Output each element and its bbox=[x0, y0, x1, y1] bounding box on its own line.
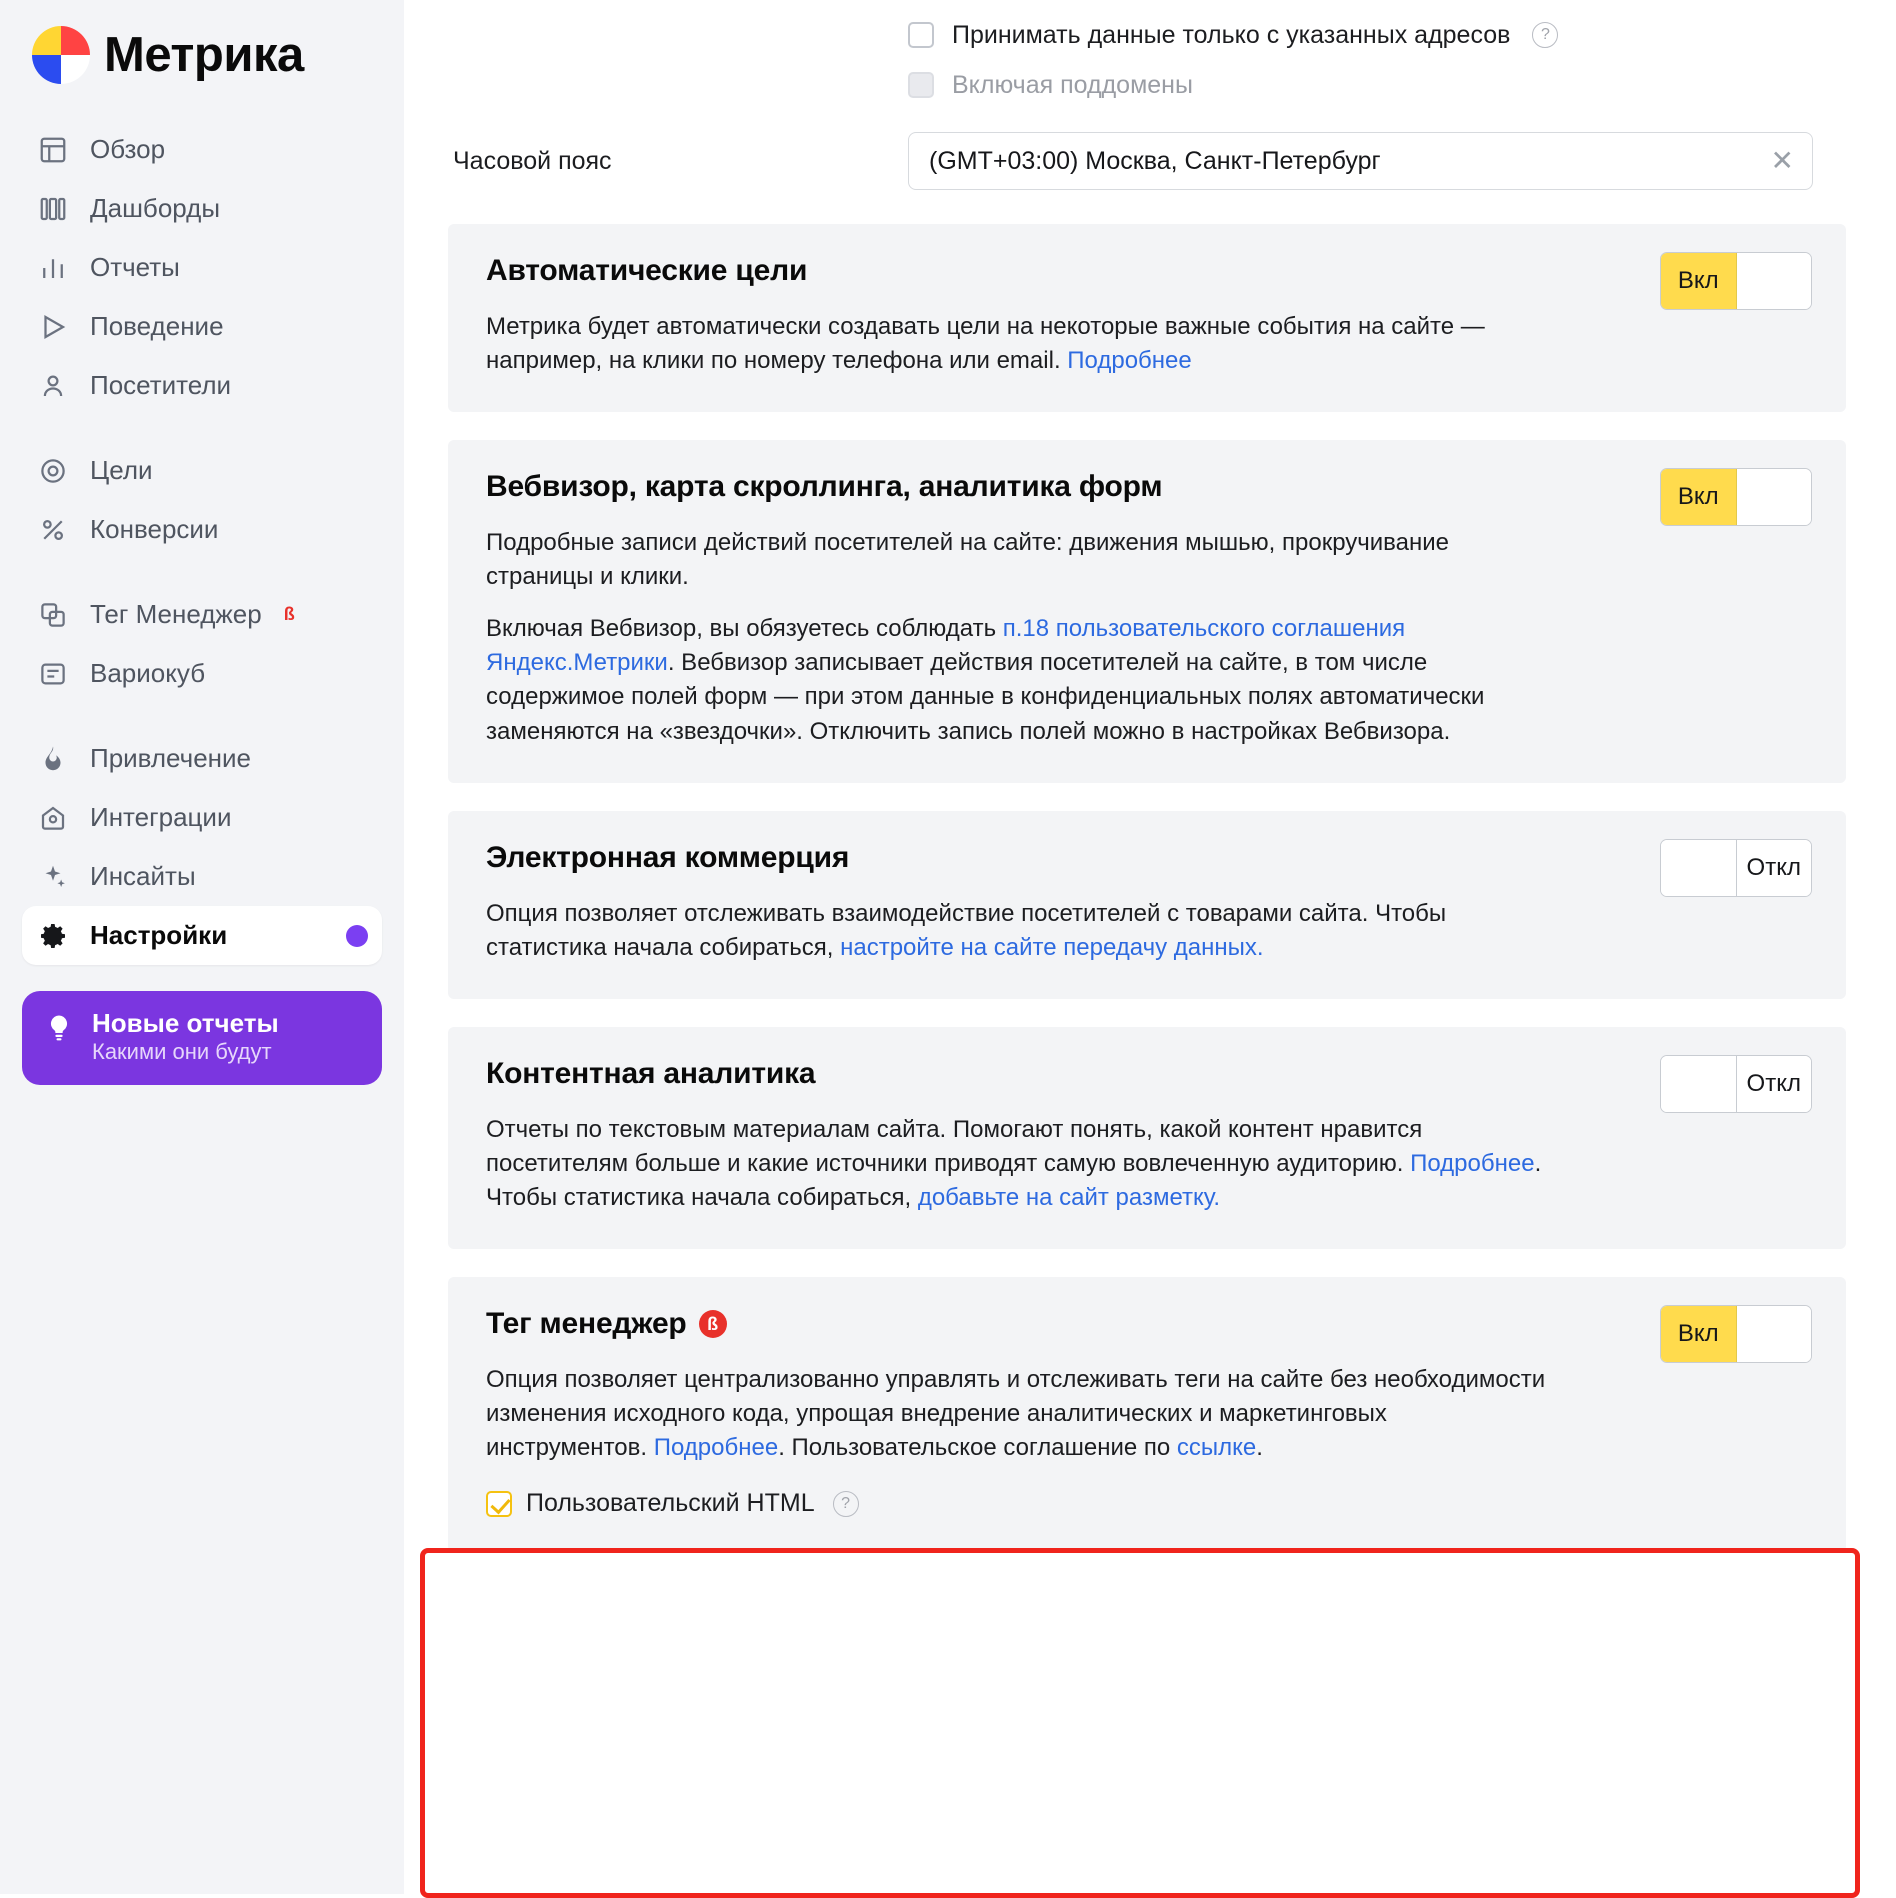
link-more[interactable]: Подробнее bbox=[1410, 1149, 1535, 1177]
nav-group-goals bbox=[22, 441, 382, 559]
card-title: Вебвизор, карта скроллинга, аналитика форм bbox=[486, 470, 1163, 504]
card-text: Опция позволяет отслеживать взаимодействие посетителей с товарами сайта. Чтобы статистика начала собираться, bbox=[486, 899, 1447, 961]
metrika-logo-icon bbox=[32, 26, 90, 84]
checkbox-custom-html[interactable] bbox=[486, 1491, 512, 1517]
card-text: Отчеты по текстовым материалам сайта. Помогают понять, какой контент нравится посетителям больше и какие источники приводят самую вовлеченную аудиторию. bbox=[486, 1115, 1423, 1177]
checkbox-allowed-addresses[interactable] bbox=[908, 22, 934, 48]
bulb-icon bbox=[42, 1011, 76, 1045]
gear-icon bbox=[36, 919, 70, 953]
link-setup-data-transfer[interactable]: настройте на сайте передачу данных. bbox=[840, 933, 1264, 961]
link-more[interactable]: Подробнее bbox=[1067, 347, 1192, 375]
timezone-row bbox=[448, 132, 1846, 190]
settings-content bbox=[404, 0, 1896, 1894]
checkbox-label: Включая поддомены bbox=[952, 70, 1193, 99]
card-text: Метрика будет автоматически создавать цели на некоторые важные события на сайте — например, на клики по номеру телефона или email. bbox=[486, 313, 1485, 375]
card-title bbox=[486, 1307, 1812, 1341]
card-text: . Чтобы статистика начала собираться, bbox=[486, 1149, 1542, 1211]
timezone-select[interactable] bbox=[908, 132, 1813, 190]
card-description bbox=[486, 1113, 1546, 1215]
target-icon bbox=[36, 454, 70, 488]
toggle-label: Вкл bbox=[1661, 1306, 1736, 1362]
user-icon bbox=[36, 369, 70, 403]
checkbox-row-allowed-addresses[interactable] bbox=[448, 10, 1846, 60]
link-more[interactable]: Подробнее bbox=[653, 1434, 779, 1462]
link-user-agreement[interactable]: п.18 пользовательского соглашения Яндекс.Метрики bbox=[486, 615, 1406, 677]
card-title: Автоматические цели bbox=[486, 254, 808, 287]
card-text: Подробные записи действий посетителей на сайте: движения мышью, прокручивание страницы и клики. bbox=[486, 529, 1450, 591]
toggle-knob bbox=[1736, 253, 1812, 309]
sidebar-item-goals[interactable] bbox=[22, 441, 382, 500]
promo-new-reports[interactable] bbox=[22, 991, 382, 1085]
toggle-auto-goals[interactable] bbox=[1660, 252, 1812, 310]
link-agreement[interactable]: ссылке bbox=[1176, 1434, 1257, 1462]
sidebar-item-label: Поведение bbox=[90, 311, 224, 341]
sidebar-item-conversions[interactable] bbox=[22, 500, 382, 559]
sidebar-item-behavior[interactable] bbox=[22, 297, 382, 356]
sidebar-item-label: Обзор bbox=[90, 134, 166, 164]
sidebar-item-reports[interactable] bbox=[22, 238, 382, 297]
reports-icon bbox=[36, 251, 70, 285]
close-icon[interactable]: ✕ bbox=[1770, 145, 1794, 176]
sidebar bbox=[0, 0, 404, 1894]
toggle-label: Вкл bbox=[1661, 469, 1736, 525]
checkbox-label: Принимать данные только с указанных адресов bbox=[952, 20, 1511, 49]
promo-subtitle: Какими они будут bbox=[92, 1038, 272, 1064]
card-description bbox=[486, 310, 1546, 378]
timezone-value: (GMT+03:00) Москва, Санкт-Петербург bbox=[929, 146, 1381, 175]
toggle-ecommerce[interactable] bbox=[1660, 839, 1812, 897]
sidebar-item-label: Интеграции bbox=[90, 802, 232, 832]
sparkles-icon bbox=[36, 860, 70, 894]
card-title: Контентная аналитика bbox=[486, 1056, 816, 1090]
sidebar-item-integrations[interactable] bbox=[22, 788, 382, 847]
card-title: Электронная коммерция bbox=[486, 840, 850, 874]
settings-notification-dot bbox=[346, 925, 368, 947]
fire-icon bbox=[36, 742, 70, 776]
grid-icon bbox=[36, 133, 70, 167]
card-text: Опция позволяет централизованно управлять и отслеживать теги на сайте без необходимости изменения исходного кода, упрощая внедрение аналитических и маркетинговых инструментов. bbox=[486, 1366, 1546, 1462]
card-tag-manager bbox=[448, 1277, 1846, 1552]
card-text: . bbox=[1256, 1434, 1263, 1462]
toggle-knob bbox=[1661, 840, 1737, 896]
settings-cards bbox=[448, 224, 1846, 1552]
sidebar-item-label: Тег Менеджер bbox=[90, 599, 262, 629]
variocube-icon bbox=[36, 657, 70, 691]
nav-group-tools bbox=[22, 585, 382, 703]
card-text: . Пользовательское соглашение по bbox=[778, 1434, 1177, 1462]
help-icon[interactable]: ? bbox=[833, 1491, 859, 1517]
sidebar-item-dashboards[interactable] bbox=[22, 179, 382, 238]
toggle-knob bbox=[1736, 1306, 1812, 1362]
timezone-label: Часовой пояс bbox=[453, 146, 612, 175]
logo-text: Метрика bbox=[104, 28, 304, 82]
sidebar-item-acquisition[interactable] bbox=[22, 729, 382, 788]
beta-badge-icon: ß bbox=[699, 1310, 727, 1338]
sidebar-item-label: Настройки bbox=[90, 920, 228, 950]
checkbox-row-custom-html[interactable] bbox=[486, 1489, 1812, 1518]
checkbox-label: Пользовательский HTML bbox=[526, 1489, 815, 1518]
toggle-knob bbox=[1661, 1056, 1737, 1112]
sidebar-item-label: Цели bbox=[90, 455, 153, 485]
nav-group-main bbox=[22, 120, 382, 415]
sidebar-item-label: Инсайты bbox=[90, 861, 196, 891]
help-icon[interactable]: ? bbox=[1532, 22, 1558, 48]
percent-icon bbox=[36, 513, 70, 547]
toggle-label: Вкл bbox=[1661, 253, 1736, 309]
toggle-label: Откл bbox=[1737, 1056, 1812, 1112]
card-description bbox=[486, 897, 1546, 965]
sidebar-item-overview[interactable] bbox=[22, 120, 382, 179]
checkbox-row-subdomains[interactable] bbox=[448, 60, 1846, 110]
sidebar-item-label: Конверсии bbox=[90, 514, 219, 544]
toggle-label: Откл bbox=[1737, 840, 1812, 896]
card-description bbox=[486, 526, 1546, 594]
card-ecommerce bbox=[448, 811, 1846, 999]
toggle-knob bbox=[1736, 469, 1812, 525]
link-add-markup[interactable]: добавьте на сайт разметку. bbox=[917, 1183, 1221, 1211]
sidebar-item-label: Вариокуб bbox=[90, 658, 206, 688]
card-title-text: Тег менеджер bbox=[486, 1307, 687, 1341]
toggle-content-analytics[interactable] bbox=[1660, 1055, 1812, 1113]
card-description-2 bbox=[486, 612, 1546, 748]
dashboards-icon bbox=[36, 192, 70, 226]
sidebar-item-label: Дашборды bbox=[90, 193, 220, 223]
sidebar-item-settings[interactable] bbox=[22, 906, 382, 965]
card-description bbox=[486, 1363, 1546, 1465]
card-text: Включая Вебвизор, вы обязуетесь соблюдать bbox=[486, 615, 1003, 643]
card-content-analytics bbox=[448, 1027, 1846, 1249]
sidebar-item-tag-manager[interactable] bbox=[22, 585, 382, 644]
integrations-icon bbox=[36, 801, 70, 835]
card-text: . Вебвизор записывает действия посетителей на сайте, в том числе содержимое полей форм — при этом данные в конфиденциальных полях автоматически заменяются на «звездочки». Отключить запись полей можно в настройках Вебвизора. bbox=[486, 649, 1485, 745]
top-checkbox-group bbox=[448, 0, 1846, 110]
toggle-tag-manager[interactable] bbox=[1660, 1305, 1812, 1363]
logo[interactable] bbox=[22, 26, 382, 84]
checkbox-include-subdomains[interactable] bbox=[908, 72, 934, 98]
toggle-webvisor[interactable] bbox=[1660, 468, 1812, 526]
sidebar-item-label: Привлечение bbox=[90, 743, 252, 773]
tag-manager-icon bbox=[36, 598, 70, 632]
beta-superscript: ß bbox=[283, 604, 295, 624]
sidebar-item-label: Посетители bbox=[90, 370, 232, 400]
promo-title: Новые отчеты bbox=[92, 1008, 279, 1038]
sidebar-item-variocube[interactable] bbox=[22, 644, 382, 703]
play-icon bbox=[36, 310, 70, 344]
sidebar-item-visitors[interactable] bbox=[22, 356, 382, 415]
sidebar-item-label: Отчеты bbox=[90, 252, 180, 282]
sidebar-item-insights[interactable] bbox=[22, 847, 382, 906]
nav-group-other bbox=[22, 729, 382, 965]
card-auto-goals bbox=[448, 224, 1846, 412]
card-webvisor bbox=[448, 440, 1846, 782]
